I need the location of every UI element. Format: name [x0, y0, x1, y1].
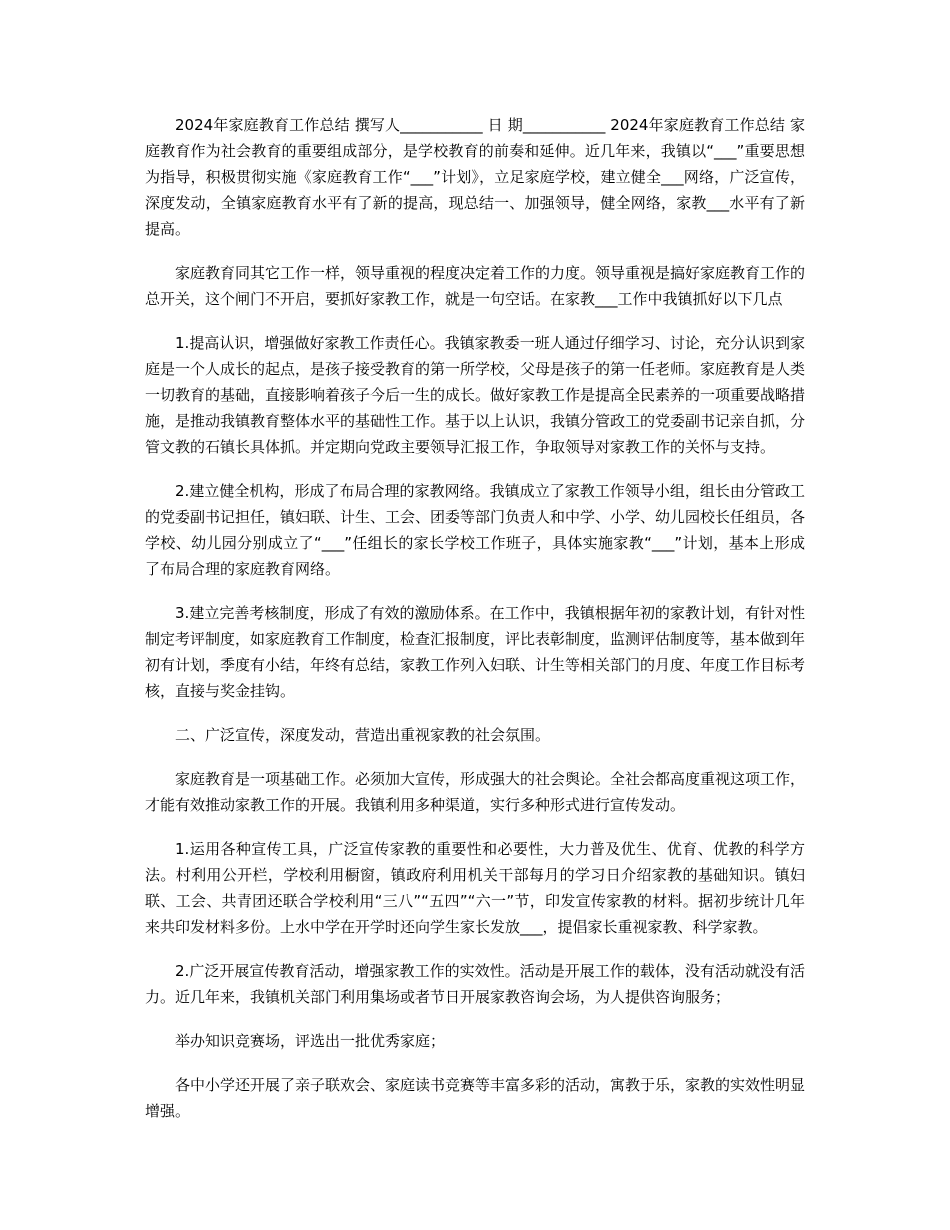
- paragraph-item-3: 3.建立完善考核制度，形成了有效的激励体系。在工作中，我镇根据年初的家教计划，有针对性制定考评制度，如家庭教育工作制度，检查汇报制度，评比表彰制度，监测评估制度等，基本做到年初有计划，季度有小结，年终有总结，家教工作列入妇联、计生等相关部门的月度、年度工作目标考核，直接与奖金挂钩。: [145, 604, 806, 700]
- paragraph-publicity-item-1: 1.运用各种宣传工具，广泛宣传家教的重要性和必要性，大力普及优生、优育、优教的科学方法。村利用公开栏，学校利用橱窗，镇政府利用机关干部每月的学习日介绍家教的基础知识。镇妇联、工会、共青团还联合学校利用“三八”“五四”“六一”节，印发宣传家教的材料。据初步统计几年来共印发材料多份。上水中学在开学时还向学生家长发放___，提倡家长重视家教、科学家教。: [145, 840, 805, 936]
- document-body: [145, 112, 805, 1142]
- paragraph-publicity: 家庭教育是一项基础工作。必须加大宣传，形成强大的社会舆论。全社会都高度重视这项工作，才能有效推动家教工作的开展。我镇利用多种渠道，实行多种形式进行宣传发动。: [145, 770, 806, 814]
- paragraph-activities: 各中小学还开展了亲子联欢会、家庭读书竞赛等丰富多彩的活动，寓教于乐，家教的实效性明显增强。: [145, 1076, 806, 1120]
- paragraph-publicity-item-2: 2.广泛开展宣传教育活动，增强家教工作的实效性。活动是开展工作的载体，没有活动就没有活力。近几年来，我镇机关部门利用集场或者节日开展家教咨询会场，为人提供咨询服务；: [145, 962, 805, 1006]
- paragraph-leadership: 家庭教育同其它工作一样，领导重视的程度决定着工作的力度。领导重视是搞好家庭教育工作的总开关，这个闸门不开启，要抓好家教工作，就是一句空话。在家教___工作中我镇抓好以下几点: [145, 264, 806, 308]
- section-heading-2: 二、广泛宣传，深度发动，营造出重视家教的社会氛围。: [175, 726, 551, 744]
- paragraph-item-2: 2.建立健全机构，形成了布局合理的家教网络。我镇成立了家教工作领导小组，组长由分管政工的党委副书记担任，镇妇联、计生、工会、团委等部门负责人和中学、小学、幼儿园校长任组员，各学校、幼儿园分别成立了“___”任组长的家长学校工作班子，具体实施家教“___”计划，基本上形成了布局合理的家庭教育网络。: [145, 482, 806, 578]
- paragraph-item-1: 1.提高认识，增强做好家教工作责任心。我镇家教委一班人通过仔细学习、讨论，充分认识到家庭是一个人成长的起点，是孩子接受教育的第一所学校，父母是孩子的第一任老师。家庭教育是人类一切教育的基础，直接影响着孩子今后一生的成长。做好家教工作是提高全民素养的一项重要战略措施，是推动我镇教育整体水平的基础性工作。基于以上认识，我镇分管政工的党委副书记亲自抓，分管文教的石镇长具体抓。并定期向党政主要领导汇报工作，争取领导对家教工作的关怀与支持。: [145, 334, 806, 456]
- paragraph-intro: 2024年家庭教育工作总结 撰写人___________ 日 期___________ 2024年家庭教育工作总结 家庭教育作为社会教育的重要组成部分，是学校教育的前奏和延伸。近几年来，我镇以“___”重要思想为指导，积极贯彻实施《家庭教育工作“___”计划》，立足家庭学校，建立健全___网络，广泛宣传，深度发动，全镇家庭教育水平有了新的提高，现总结一、加强领导，健全网络，家教___水平有了新提高。: [145, 116, 805, 238]
- paragraph-contest: 举办知识竞赛场，评选出一批优秀家庭；: [175, 1032, 446, 1050]
